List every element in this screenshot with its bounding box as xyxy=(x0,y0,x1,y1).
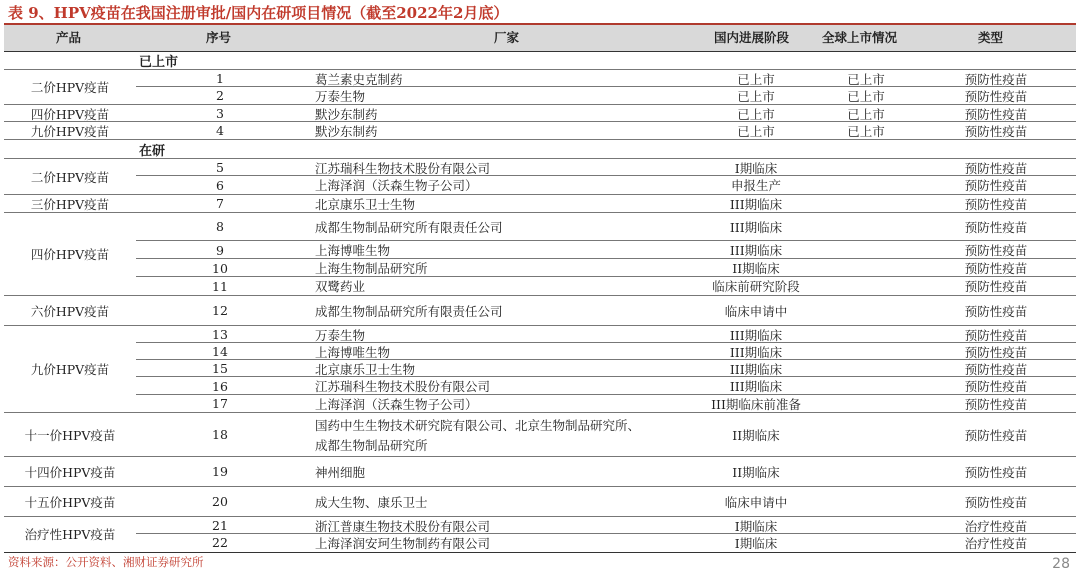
product-group xyxy=(4,159,1076,194)
product-label: 二价HPV疫苗 xyxy=(30,80,110,95)
row-stage: III期临床 xyxy=(729,219,783,235)
row-type: 预防性疫苗 xyxy=(964,88,1028,104)
row-number: 14 xyxy=(212,344,228,359)
row-stage: II期临床 xyxy=(732,261,780,276)
row-number: 11 xyxy=(212,278,228,294)
row-type: 预防性疫苗 xyxy=(964,71,1028,87)
row-type: 治疗性疫苗 xyxy=(964,518,1028,534)
row-number: 4 xyxy=(216,123,224,138)
row-stage: 已上市 xyxy=(737,71,775,87)
source-note: 资料来源：公开资料、湘财证券研究所 xyxy=(8,555,204,569)
row-maker: 上海泽润（沃森生物子公司） xyxy=(315,178,478,193)
row-maker-line: 成都生物制品研究所 xyxy=(315,437,428,453)
section-row-research xyxy=(4,140,1076,158)
product-group xyxy=(4,457,1076,486)
section-label: 在研 xyxy=(139,143,166,159)
row-global: 已上市 xyxy=(847,71,885,87)
row-rule xyxy=(136,240,1076,241)
row-number: 18 xyxy=(212,427,228,442)
row-rule xyxy=(136,394,1076,395)
group-rule xyxy=(4,121,1076,122)
group-rule xyxy=(4,69,1076,70)
row-type: 预防性疫苗 xyxy=(964,361,1028,377)
row-maker: 默沙东制药 xyxy=(315,106,378,122)
row-maker: 北京康乐卫士生物 xyxy=(315,361,416,377)
row-maker: 成都生物制品研究所有限责任公司 xyxy=(315,219,503,235)
row-type: 预防性疫苗 xyxy=(964,279,1028,294)
group-rule xyxy=(4,194,1076,195)
group-rule xyxy=(4,456,1076,457)
header-type: 类型 xyxy=(978,30,1004,45)
row-maker: 成都生物制品研究所有限责任公司 xyxy=(315,303,503,319)
row-rule xyxy=(136,376,1076,377)
row-stage: III期临床前准备 xyxy=(711,396,801,412)
product-label: 九价HPV疫苗 xyxy=(30,362,110,377)
product-group xyxy=(4,326,1076,412)
row-number: 15 xyxy=(212,361,228,376)
row-rule xyxy=(136,359,1076,360)
row-global: 已上市 xyxy=(847,88,885,104)
row-maker: 万泰生物 xyxy=(315,327,366,343)
row-type: 预防性疫苗 xyxy=(964,396,1028,412)
row-stage: II期临床 xyxy=(732,464,780,480)
row-stage: III期临床 xyxy=(729,379,783,394)
product-label: 十一价HPV疫苗 xyxy=(24,427,116,443)
row-type: 预防性疫苗 xyxy=(964,123,1028,139)
row-maker: 双鹭药业 xyxy=(315,279,366,294)
row-type: 预防性疫苗 xyxy=(964,243,1028,258)
product-label: 九价HPV疫苗 xyxy=(30,123,110,139)
row-stage: 已上市 xyxy=(737,106,775,122)
row-stage: III期临床 xyxy=(729,243,783,258)
product-label: 十五价HPV疫苗 xyxy=(24,494,116,510)
row-stage: I期临床 xyxy=(734,535,778,551)
row-type: 预防性疫苗 xyxy=(964,219,1028,235)
table-bottom-rule xyxy=(4,552,1076,553)
row-stage: III期临床 xyxy=(729,327,783,343)
row-rule xyxy=(136,276,1076,277)
row-number: 17 xyxy=(212,396,228,411)
product-label: 十四价HPV疫苗 xyxy=(24,464,116,480)
header-stage: 国内进展阶段 xyxy=(714,30,790,45)
row-rule xyxy=(136,342,1076,343)
row-maker: 江苏瑞科生物技术股份有限公司 xyxy=(315,160,491,176)
group-rule xyxy=(4,412,1076,413)
row-stage: II期临床 xyxy=(732,427,780,443)
row-number: 7 xyxy=(216,196,224,211)
product-group xyxy=(4,195,1076,212)
product-group xyxy=(4,517,1076,551)
group-rule xyxy=(4,139,1076,140)
group-rule xyxy=(4,104,1076,105)
row-stage: III期临床 xyxy=(729,344,783,360)
page-number: 28 xyxy=(1052,556,1070,572)
row-type: 预防性疫苗 xyxy=(964,196,1028,212)
row-maker: 上海泽润（沃森生物子公司） xyxy=(315,396,478,412)
row-maker-line: 国药中生生物技术研究院有限公司、北京生物制品研究所、 xyxy=(315,417,641,433)
row-number: 5 xyxy=(216,160,224,175)
row-maker: 上海生物制品研究所 xyxy=(315,261,428,276)
row-rule xyxy=(136,86,1076,87)
row-number: 20 xyxy=(212,494,228,509)
row-rule xyxy=(136,175,1076,176)
product-group xyxy=(4,70,1076,104)
product-label: 治疗性HPV疫苗 xyxy=(24,527,116,542)
row-stage: III期临床 xyxy=(729,196,783,212)
row-maker: 上海博唯生物 xyxy=(315,344,391,360)
row-maker: 上海博唯生物 xyxy=(315,243,391,258)
row-maker: 北京康乐卫士生物 xyxy=(315,196,416,212)
product-group xyxy=(4,213,1076,295)
section-row-listed xyxy=(4,52,1076,69)
row-global: 已上市 xyxy=(847,106,885,122)
row-type: 预防性疫苗 xyxy=(964,344,1028,360)
row-number: 6 xyxy=(216,177,224,193)
row-number: 1 xyxy=(216,71,224,86)
product-label: 四价HPV疫苗 xyxy=(30,247,110,262)
row-type: 预防性疫苗 xyxy=(964,327,1028,343)
header-maker: 厂家 xyxy=(494,30,520,45)
product-label: 三价HPV疫苗 xyxy=(30,196,110,212)
header-product: 产品 xyxy=(56,30,82,45)
row-number: 12 xyxy=(212,303,228,318)
row-number: 3 xyxy=(216,106,224,121)
row-number: 22 xyxy=(212,535,228,550)
product-group xyxy=(4,122,1076,139)
table-title: 表 9、HPV疫苗在我国注册审批/国内在研项目情况（截至2022年2月底） xyxy=(8,4,509,22)
product-group xyxy=(4,296,1076,325)
row-stage: 已上市 xyxy=(737,123,775,139)
group-rule xyxy=(4,516,1076,517)
row-type: 预防性疫苗 xyxy=(964,160,1028,176)
row-stage: 申报生产 xyxy=(730,178,781,193)
row-number: 13 xyxy=(212,327,228,342)
row-maker: 万泰生物 xyxy=(315,88,366,104)
table-header xyxy=(4,25,1076,51)
row-stage: III期临床 xyxy=(729,361,783,377)
row-type: 预防性疫苗 xyxy=(964,303,1028,319)
row-stage: 临床前研究阶段 xyxy=(712,279,800,294)
row-maker: 浙江普康生物技术股份有限公司 xyxy=(315,518,491,534)
product-group xyxy=(4,105,1076,122)
row-type: 预防性疫苗 xyxy=(964,178,1028,193)
row-rule xyxy=(136,533,1076,534)
product-label: 二价HPV疫苗 xyxy=(30,169,110,185)
row-number: 10 xyxy=(212,260,228,276)
row-maker: 神州细胞 xyxy=(315,464,366,480)
product-label: 四价HPV疫苗 xyxy=(30,106,110,122)
row-maker: 江苏瑞科生物技术股份有限公司 xyxy=(315,379,491,394)
row-maker: 默沙东制药 xyxy=(315,123,378,139)
row-stage: 临床申请中 xyxy=(724,303,788,319)
row-type: 预防性疫苗 xyxy=(964,464,1028,480)
product-group xyxy=(4,487,1076,516)
row-stage: 临床申请中 xyxy=(724,494,788,510)
row-global: 已上市 xyxy=(847,123,885,139)
row-maker: 成大生物、康乐卫士 xyxy=(315,494,428,510)
row-number: 2 xyxy=(216,88,224,103)
row-type: 预防性疫苗 xyxy=(964,106,1028,122)
row-number: 16 xyxy=(212,378,228,394)
group-rule xyxy=(4,486,1076,487)
row-number: 21 xyxy=(212,518,228,533)
section-label: 已上市 xyxy=(139,55,179,70)
group-rule xyxy=(4,295,1076,296)
row-maker: 葛兰素史克制药 xyxy=(315,71,403,87)
group-rule xyxy=(4,212,1076,213)
row-maker: 上海泽润安珂生物制药有限公司 xyxy=(315,535,491,551)
header-global: 全球上市情况 xyxy=(822,30,898,45)
row-number: 19 xyxy=(212,464,228,479)
row-stage: I期临床 xyxy=(734,160,778,176)
header-no: 序号 xyxy=(206,30,232,45)
row-type: 预防性疫苗 xyxy=(964,427,1028,443)
row-stage: 已上市 xyxy=(737,88,775,104)
row-type: 预防性疫苗 xyxy=(964,494,1028,510)
row-rule xyxy=(136,258,1076,259)
row-stage: I期临床 xyxy=(734,518,778,534)
row-number: 8 xyxy=(216,219,224,234)
row-type: 预防性疫苗 xyxy=(964,379,1028,394)
row-type: 预防性疫苗 xyxy=(964,261,1028,276)
row-type: 治疗性疫苗 xyxy=(964,535,1028,551)
product-group xyxy=(4,413,1076,456)
row-number: 9 xyxy=(216,242,224,258)
group-rule xyxy=(4,158,1076,159)
group-rule xyxy=(4,325,1076,326)
product-label: 六价HPV疫苗 xyxy=(30,303,110,319)
